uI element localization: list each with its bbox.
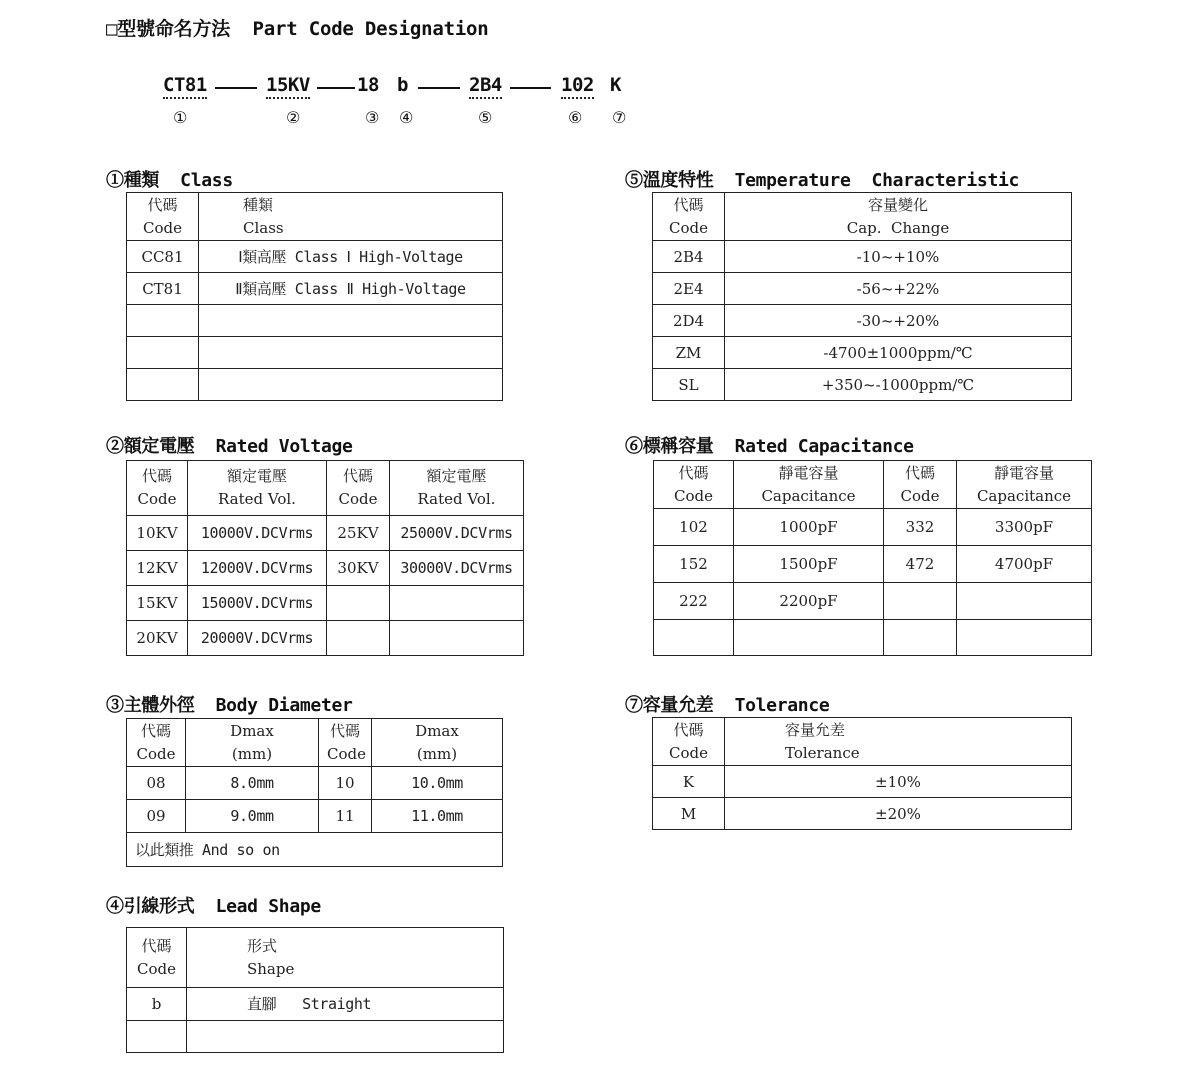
table-header-row — [127, 719, 503, 767]
marker-7: ⑦ — [612, 108, 627, 127]
table-row — [127, 337, 503, 369]
cell-voltage: 10000V.DCVrms — [188, 516, 327, 551]
table-header-row — [653, 193, 1072, 241]
table-header-row — [654, 461, 1092, 509]
cell-desc — [199, 305, 503, 337]
cell-cap-change: -4700±1000ppm/℃ — [725, 337, 1072, 369]
cell-desc — [199, 369, 503, 401]
cell-code: 332 — [884, 509, 957, 546]
cell-code: b — [127, 988, 187, 1021]
cell-voltage: 15000V.DCVrms — [188, 586, 327, 621]
header-cap-change: 容量變化 Cap. Change — [725, 193, 1072, 241]
marker-5: ⑤ — [478, 108, 493, 127]
table-row — [653, 798, 1072, 830]
code-token-tolerance: K — [610, 74, 621, 96]
cell-capacitance: 2200pF — [734, 583, 884, 620]
temp-table — [652, 192, 1072, 401]
cell-shape: 直腳 Straight — [187, 988, 504, 1021]
voltage-table — [126, 460, 524, 656]
marker-4: ④ — [399, 108, 414, 127]
header-rated-vol: 額定電壓 Rated Vol. — [188, 461, 327, 516]
cell-code: 2D4 — [653, 305, 725, 337]
cell-code: 10KV — [127, 516, 188, 551]
cell-diameter: 8.0mm — [186, 767, 319, 800]
cell-code: M — [653, 798, 725, 830]
header-dmax: Dmax (mm) — [186, 719, 319, 767]
code-dash — [215, 87, 257, 89]
header-capacitance: 靜電容量 Capacitance — [957, 461, 1092, 509]
cell-voltage — [390, 586, 524, 621]
voltage-section-title: ②額定電壓 Rated Voltage — [106, 436, 353, 457]
cell-code — [327, 621, 390, 656]
table-row — [127, 551, 524, 586]
cell-code: 2E4 — [653, 273, 725, 305]
table-row — [654, 546, 1092, 583]
marker-6: ⑥ — [568, 108, 583, 127]
table-row — [127, 516, 524, 551]
cell-code — [127, 1021, 187, 1053]
cell-code: 25KV — [327, 516, 390, 551]
cell-code — [327, 586, 390, 621]
header-tolerance: 容量允差 Tolerance — [725, 718, 1072, 766]
header-rated-vol: 額定電壓 Rated Vol. — [390, 461, 524, 516]
table-row — [127, 988, 504, 1021]
cell-code: 472 — [884, 546, 957, 583]
cell-desc: Ⅰ類高壓 Class Ⅰ High-Voltage — [199, 241, 503, 273]
cell-voltage: 12000V.DCVrms — [188, 551, 327, 586]
header-code: 代碼 Code — [654, 461, 734, 509]
cell-diameter: 9.0mm — [186, 800, 319, 833]
lead-section-title: ④引線形式 Lead Shape — [106, 896, 321, 917]
code-token-voltage: 15KV — [266, 74, 310, 96]
diameter-table — [126, 718, 503, 867]
table-header-row — [127, 461, 524, 516]
cell-capacitance: 3300pF — [957, 509, 1092, 546]
header-code: 代碼 Code — [127, 461, 188, 516]
tolerance-section-title: ⑦容量允差 Tolerance — [625, 695, 830, 716]
code-token-temp: 2B4 — [469, 74, 502, 96]
cell-code: 20KV — [127, 621, 188, 656]
header-code: 代碼 Code — [319, 719, 372, 767]
cell-code — [127, 337, 199, 369]
cell-code — [127, 369, 199, 401]
diameter-section-title: ③主體外徑 Body Diameter — [106, 695, 353, 716]
table-header-row — [127, 928, 504, 988]
capacitance-table — [653, 460, 1092, 656]
cell-capacitance — [957, 620, 1092, 656]
table-row — [127, 1021, 504, 1053]
cell-code — [127, 305, 199, 337]
header-class: 種類 Class — [199, 193, 503, 241]
header-dmax: Dmax (mm) — [372, 719, 503, 767]
table-row — [653, 337, 1072, 369]
cell-voltage: 25000V.DCVrms — [390, 516, 524, 551]
table-header-row — [127, 193, 503, 241]
cell-code: 10 — [319, 767, 372, 800]
code-dash — [510, 87, 551, 89]
table-row — [127, 621, 524, 656]
cell-code: 222 — [654, 583, 734, 620]
code-token-class: CT81 — [163, 74, 207, 96]
cell-capacitance — [734, 620, 884, 656]
table-row — [127, 767, 503, 800]
table-row — [654, 583, 1092, 620]
code-token-lead: b — [397, 74, 408, 96]
cell-capacitance: 1500pF — [734, 546, 884, 583]
cell-code — [654, 620, 734, 656]
tolerance-table — [652, 717, 1072, 830]
cell-code: CC81 — [127, 241, 199, 273]
cell-code: 15KV — [127, 586, 188, 621]
header-code: 代碼 Code — [653, 718, 725, 766]
cell-code: CT81 — [127, 273, 199, 305]
table-row — [654, 620, 1092, 656]
table-header-row — [653, 718, 1072, 766]
table-row — [127, 241, 503, 273]
cell-capacitance: 1000pF — [734, 509, 884, 546]
table-row — [127, 305, 503, 337]
cell-cap-change: -10~+10% — [725, 241, 1072, 273]
table-row — [127, 273, 503, 305]
marker-2: ② — [286, 108, 301, 127]
table-row — [127, 586, 524, 621]
header-code: 代碼 Code — [127, 719, 186, 767]
cell-code: K — [653, 766, 725, 798]
cell-capacitance: 4700pF — [957, 546, 1092, 583]
header-code: 代碼 Code — [327, 461, 390, 516]
cell-code: ZM — [653, 337, 725, 369]
cell-cap-change: -56~+22% — [725, 273, 1072, 305]
code-dash — [418, 87, 460, 89]
table-row — [127, 800, 503, 833]
cell-voltage: 30000V.DCVrms — [390, 551, 524, 586]
cell-voltage — [390, 621, 524, 656]
capacitance-section-title: ⑥標稱容量 Rated Capacitance — [625, 436, 914, 457]
cell-code: 11 — [319, 800, 372, 833]
cell-diameter: 10.0mm — [372, 767, 503, 800]
cell-tolerance: ±10% — [725, 766, 1072, 798]
header-code: 代碼 Code — [127, 928, 187, 988]
cell-desc — [199, 337, 503, 369]
table-row — [653, 241, 1072, 273]
cell-code: 102 — [654, 509, 734, 546]
cell-code — [884, 583, 957, 620]
table-row — [654, 509, 1092, 546]
cell-cap-change: -30~+20% — [725, 305, 1072, 337]
cell-desc: Ⅱ類高壓 Class Ⅱ High-Voltage — [199, 273, 503, 305]
marker-3: ③ — [365, 108, 380, 127]
cell-code: 12KV — [127, 551, 188, 586]
class-table — [126, 192, 503, 401]
cell-shape — [187, 1021, 504, 1053]
table-row — [653, 766, 1072, 798]
header-code: 代碼 Code — [884, 461, 957, 509]
cell-cap-change: +350~-1000ppm/℃ — [725, 369, 1072, 401]
cell-code: 30KV — [327, 551, 390, 586]
code-token-diameter: 18 — [357, 74, 379, 96]
cell-diameter: 11.0mm — [372, 800, 503, 833]
cell-capacitance — [957, 583, 1092, 620]
footer-note: 以此類推 And so on — [127, 833, 503, 867]
cell-code — [884, 620, 957, 656]
table-footer-row — [127, 833, 503, 867]
class-section-title: ①種類 Class — [106, 170, 233, 191]
code-dash — [317, 87, 355, 89]
header-code: 代碼 Code — [653, 193, 725, 241]
cell-code: SL — [653, 369, 725, 401]
table-row — [127, 369, 503, 401]
table-row — [653, 273, 1072, 305]
header-shape: 形式 Shape — [187, 928, 504, 988]
table-row — [653, 305, 1072, 337]
cell-tolerance: ±20% — [725, 798, 1072, 830]
marker-1: ① — [173, 108, 188, 127]
table-row — [653, 369, 1072, 401]
cell-code: 152 — [654, 546, 734, 583]
cell-voltage: 20000V.DCVrms — [188, 621, 327, 656]
cell-code: 09 — [127, 800, 186, 833]
code-token-capacitance: 102 — [561, 74, 594, 96]
cell-code: 2B4 — [653, 241, 725, 273]
lead-table — [126, 927, 504, 1053]
cell-code: 08 — [127, 767, 186, 800]
header-code: 代碼 Code — [127, 193, 199, 241]
page-title: □型號命名方法 Part Code Designation — [106, 18, 489, 40]
temp-section-title: ⑤溫度特性 Temperature Characteristic — [625, 170, 1020, 191]
header-capacitance: 靜電容量 Capacitance — [734, 461, 884, 509]
